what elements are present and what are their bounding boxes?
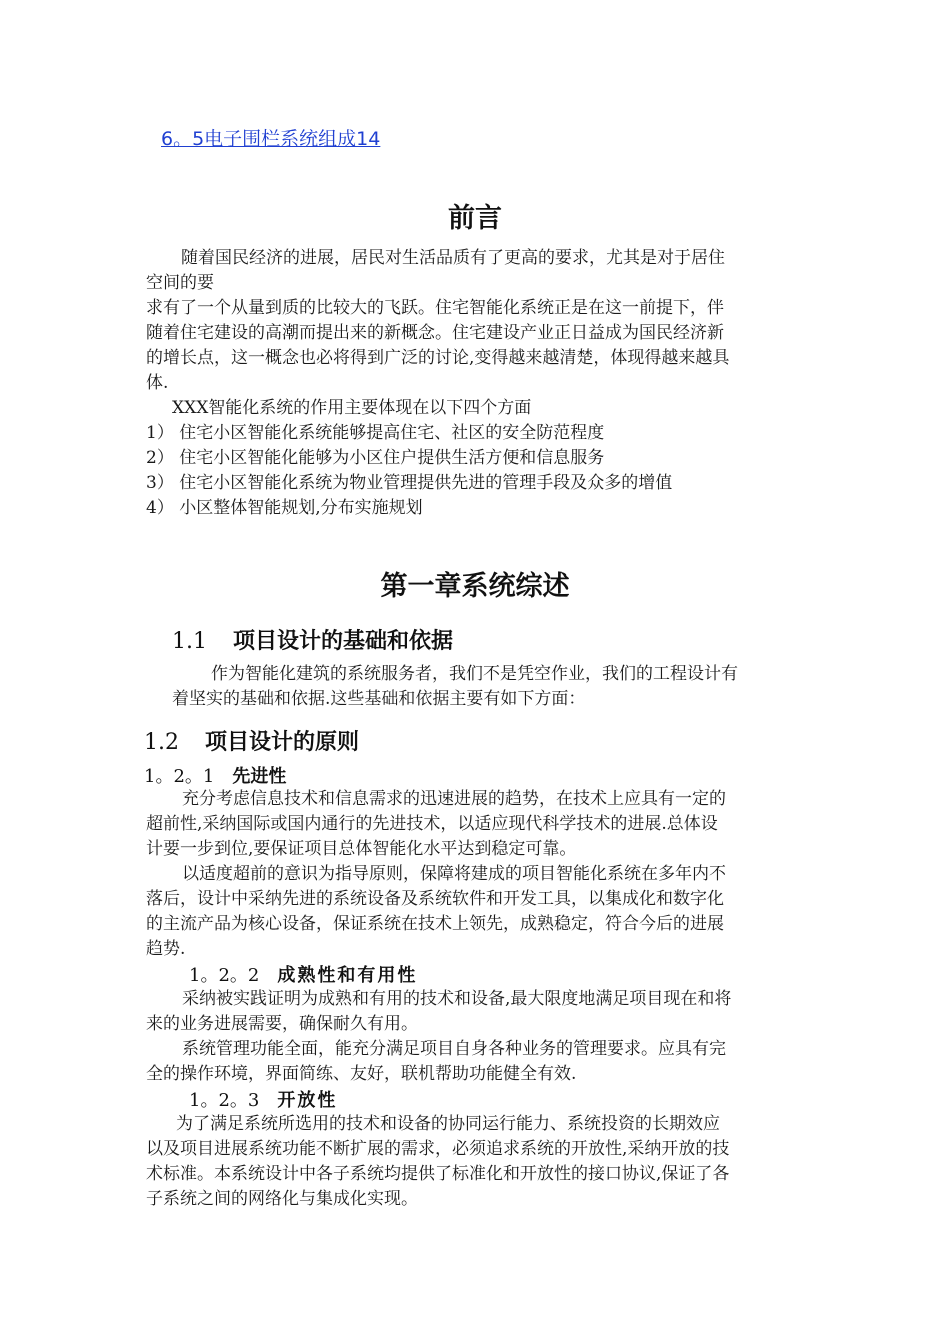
section-title: 项目设计的基础和依据 <box>233 628 454 654</box>
paragraph-line: 为了满足系统所选用的技术和设备的协同运行能力、系统投资的长期效应 <box>176 1114 720 1134</box>
paragraph-line: 超前性,采纳国际或国内通行的先进技术，以适应现代科学技术的进展.总体设 <box>146 814 718 834</box>
list-item: 2） 住宅小区智能化能够为小区住户提供生活方便和信息服务 <box>146 448 605 468</box>
subsection-heading-1-2-1 <box>144 762 286 788</box>
paragraph-line: 来的业务进展需要，确保耐久有用。 <box>146 1014 418 1034</box>
paragraph-line: 子系统之间的网络化与集成化实现。 <box>146 1189 418 1209</box>
subsection-title: 先进性 <box>232 766 287 787</box>
paragraph-line: 以及项目进展系统功能不断扩展的需求，必须追求系统的开放性,采纳开放的技 <box>146 1139 730 1159</box>
subsection-heading-1-2-2 <box>189 961 417 987</box>
paragraph-line: 全的操作环境，界面简练、友好，联机帮助功能健全有效. <box>146 1064 577 1084</box>
paragraph-line: 的主流产品为核心设备，保证系统在技术上领先，成熟稳定，符合今后的进展 <box>146 914 724 934</box>
list-item: 3） 住宅小区智能化系统为物业管理提供先进的管理手段及众多的增值 <box>146 473 673 493</box>
subsection-number: 1。2。1 <box>144 766 215 787</box>
preface-line: 的增长点，这一概念也必将得到广泛的讨论,变得越来越清楚，体现得越来越具 <box>146 348 730 368</box>
paragraph-line: 落后，设计中采纳先进的系统设备及系统软件和开发工具，以集成化和数字化 <box>146 889 724 909</box>
paragraph-line: 趋势. <box>146 939 186 959</box>
preface-line: 求有了一个从量到质的比较大的飞跃。住宅智能化系统正是在这一前提下，伴 <box>146 298 724 318</box>
section-1-1-line: 作为智能化建筑的系统服务者，我们不是凭空作业，我们的工程设计有 <box>211 664 738 684</box>
chapter-title: 第一章系统综述 <box>380 571 570 602</box>
preface-line: 体. <box>146 373 169 393</box>
list-item: 4） 小区整体智能规划,分布实施规划 <box>146 498 423 518</box>
preface-intro: XXX智能化系统的作用主要体现在以下四个方面 <box>172 398 532 418</box>
subsection-title: 成熟性和有用性 <box>277 965 418 986</box>
subsection-number: 1。2。2 <box>189 965 260 986</box>
subsection-heading-1-2-3 <box>189 1086 337 1112</box>
list-item: 1） 住宅小区智能化系统能够提高住宅、社区的安全防范程度 <box>146 423 605 443</box>
section-1-1-line: 着坚实的基础和依据.这些基础和依据主要有如下方面： <box>172 689 586 709</box>
section-number: 1.1 <box>172 629 207 654</box>
preface-line: 随着住宅建设的高潮而提出来的新概念。住宅建设产业正日益成为国民经济新 <box>146 323 724 343</box>
paragraph-line: 充分考虑信息技术和信息需求的迅速进展的趋势，在技术上应具有一定的 <box>182 789 726 809</box>
preface-line: 随着国民经济的进展，居民对生活品质有了更高的要求，尤其是对于居住 <box>181 248 725 268</box>
paragraph-line: 术标准。本系统设计中各子系统均提供了标准化和开放性的接口协议,保证了各 <box>146 1164 730 1184</box>
section-heading-1-2 <box>144 725 359 756</box>
section-heading-1-1 <box>172 624 453 655</box>
paragraph-line: 系统管理功能全面，能充分满足项目自身各种业务的管理要求。应具有完 <box>182 1039 726 1059</box>
paragraph-line: 计要一步到位,要保证项目总体智能化水平达到稳定可靠。 <box>146 839 577 859</box>
paragraph-line: 以适度超前的意识为指导原则，保障将建成的项目智能化系统在多年内不 <box>182 864 726 884</box>
preface-line: 空间的要 <box>146 273 214 293</box>
subsection-number: 1。2。3 <box>189 1090 260 1111</box>
subsection-title: 开放性 <box>277 1090 338 1111</box>
paragraph-line: 采纳被实践证明为成熟和有用的技术和设备,最大限度地满足项目现在和将 <box>182 989 732 1009</box>
section-number: 1.2 <box>144 730 179 755</box>
toc-link-6-5[interactable]: 6。5电子围栏系统组成14 <box>161 128 381 150</box>
section-title: 项目设计的原则 <box>205 729 360 755</box>
preface-title: 前言 <box>448 203 502 234</box>
